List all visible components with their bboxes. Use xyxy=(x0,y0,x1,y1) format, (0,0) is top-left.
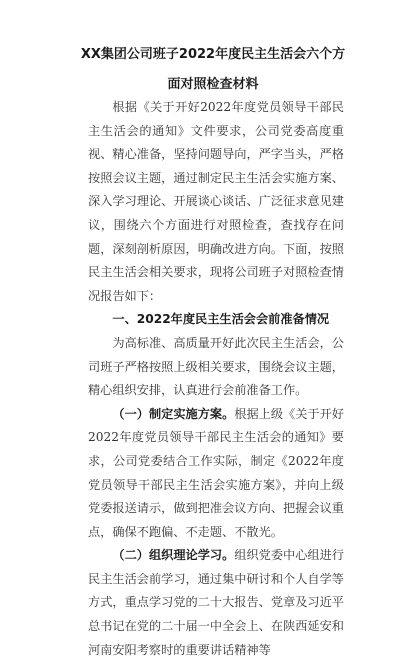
item-text-1: 根据上级《关于开好2022年度党员领导干部民主生活会的通知》要求，公司党委结合工作实际，制定《2022年度党员领导干部民主生活会实施方案》，并向上级党委报送请示，做到把准会议方向、把握会议重点，确保不跑偏、不走题、不散光。 xyxy=(88,406,345,539)
document-title: XX集团公司班子2022年度民主生活会六个方面对照检查材料 xyxy=(80,47,346,92)
item-lead-2: （二）组织理论学习。 xyxy=(112,548,235,563)
item-paragraph-2 xyxy=(88,544,344,662)
section-heading: 一、2022年度民主生活会会前准备情况 xyxy=(112,312,330,327)
item-lead-1: （一）制定实施方案。 xyxy=(112,406,235,421)
intro-paragraph: 根据《关于开好2022年度党员领导干部民主生活会的通知》文件要求，公司党委高度重视、精心准备，坚持问题导向，严字当头，严格按照会议主题，通过制定民主生活会实施方案、深入学习理论、开展谈心谈话、广泛征求意见建议，围绕六个方面进行对照检查，查找存在问题，深刻剖析原因，明确改进方向。下面，按照民主生活会相关要求，现将公司班子对照检查情况报告如下： xyxy=(88,100,344,303)
item-paragraph-1 xyxy=(88,403,344,545)
document-body xyxy=(88,96,344,662)
item-text-2: 组织党委中心组进行民主生活会前学习，通过集中研讨和个人自学等方式，重点学习党的二十大报告、党章及习近平总书记在党的二十届一中全会上、在陕西延安和河南安阳考察时的重要讲话精神等 xyxy=(88,548,345,657)
section-paragraph: 为高标准、高质量开好此次民主生活会，公司班子严格按照上级相关要求，围绕会议主题，精心组织安排，认真进行会前准备工作。 xyxy=(88,335,344,398)
